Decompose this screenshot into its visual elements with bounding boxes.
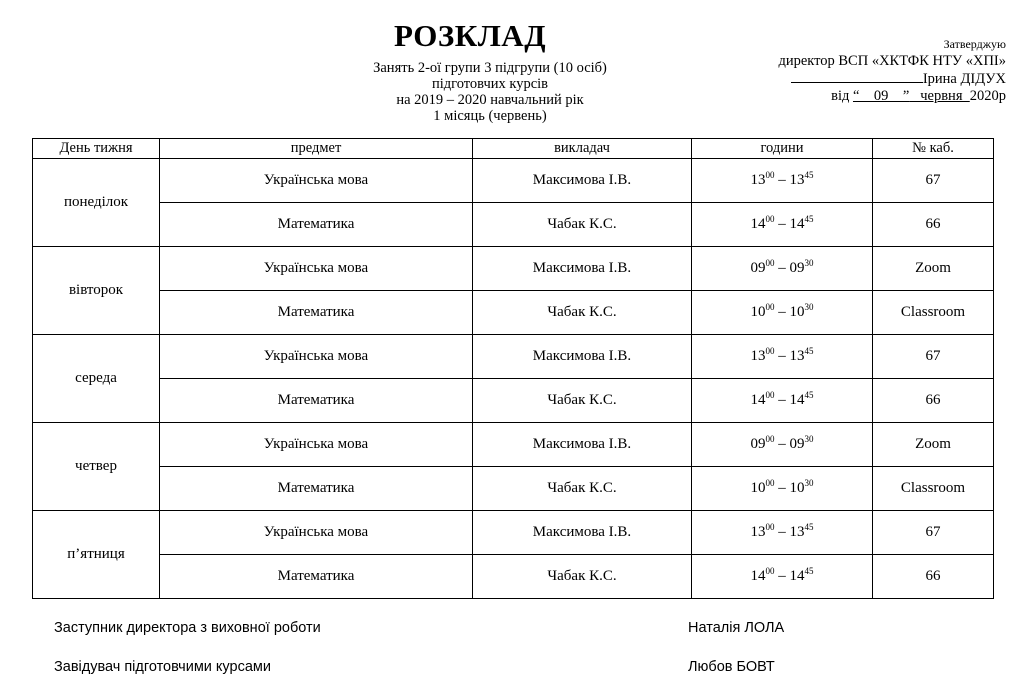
start-hour: 14 <box>750 568 766 584</box>
subtitle-month: 1 місяць (червень) <box>433 108 547 124</box>
header-room: № каб. <box>873 139 994 159</box>
subtitle-courses: підготовчих курсів <box>431 76 549 92</box>
approval-label: Затверджую <box>943 37 1006 51</box>
room-cell: 67 <box>873 335 994 379</box>
teacher-cell: Чабак К.С. <box>473 379 692 423</box>
hours-cell <box>692 335 873 379</box>
subject-cell: Математика <box>160 203 473 247</box>
start-hour: 14 <box>750 392 766 408</box>
subject-cell: Математика <box>160 555 473 599</box>
start-minutes: 00 <box>765 214 775 224</box>
page-title: РОЗКЛАД <box>394 18 547 53</box>
time-separator: – <box>774 392 790 408</box>
start-hour: 09 <box>750 260 766 276</box>
approval-signature-line <box>686 70 1006 88</box>
time-separator: – <box>774 260 790 276</box>
room-cell: Classroom <box>873 291 994 335</box>
time-separator: – <box>774 304 790 320</box>
start-minutes: 00 <box>765 566 775 576</box>
start-minutes: 00 <box>765 522 775 532</box>
time-separator: – <box>774 216 790 232</box>
end-minutes: 45 <box>804 346 814 356</box>
approval-day: “ 09 ” <box>852 88 910 104</box>
hours-cell <box>692 467 873 511</box>
table-row <box>33 247 994 291</box>
table-row <box>33 335 994 379</box>
end-minutes: 45 <box>804 522 814 532</box>
day-cell: понеділок <box>33 159 160 247</box>
header-day: День тижня <box>33 139 160 159</box>
day-cell: вівторок <box>33 247 160 335</box>
end-hour: 13 <box>789 172 805 188</box>
table-row <box>33 159 994 203</box>
table-row <box>33 379 994 423</box>
teacher-cell: Максимова І.В. <box>473 335 692 379</box>
start-hour: 14 <box>750 216 766 232</box>
header-subject: предмет <box>160 139 473 159</box>
start-minutes: 00 <box>765 302 775 312</box>
room-cell: Classroom <box>873 467 994 511</box>
approval-month: червня <box>909 88 970 104</box>
teacher-cell: Максимова І.В. <box>473 423 692 467</box>
hours-cell <box>692 159 873 203</box>
subject-cell: Українська мова <box>160 335 473 379</box>
table-row <box>33 555 994 599</box>
signature-blank <box>791 70 923 83</box>
hours-cell <box>692 423 873 467</box>
room-cell: Zoom <box>873 247 994 291</box>
hours-cell <box>692 247 873 291</box>
end-hour: 14 <box>789 568 805 584</box>
table-header-row <box>33 139 994 159</box>
room-cell: 67 <box>873 511 994 555</box>
time-separator: – <box>774 348 790 364</box>
room-cell: 67 <box>873 159 994 203</box>
room-cell: 66 <box>873 379 994 423</box>
subject-cell: Математика <box>160 291 473 335</box>
header-teacher: викладач <box>473 139 692 159</box>
end-minutes: 45 <box>804 170 814 180</box>
teacher-cell: Максимова І.В. <box>473 247 692 291</box>
start-hour: 13 <box>750 348 766 364</box>
teacher-cell: Максимова І.В. <box>473 511 692 555</box>
room-cell: 66 <box>873 203 994 247</box>
teacher-cell: Чабак К.С. <box>473 467 692 511</box>
start-minutes: 00 <box>765 346 775 356</box>
approval-position: директор ВСП «ХКТФК НТУ «ХПІ» <box>778 53 1006 69</box>
start-minutes: 00 <box>765 434 775 444</box>
start-hour: 10 <box>750 304 766 320</box>
end-hour: 09 <box>789 436 805 452</box>
end-minutes: 30 <box>804 258 814 268</box>
subject-cell: Українська мова <box>160 159 473 203</box>
day-cell: четвер <box>33 423 160 511</box>
approval-block <box>686 36 1006 105</box>
schedule-subtitle <box>300 60 680 124</box>
footer-position-deputy: Заступник директора з виховної роботи <box>54 620 321 636</box>
end-minutes: 30 <box>804 302 814 312</box>
time-separator: – <box>774 436 790 452</box>
end-minutes: 45 <box>804 214 814 224</box>
hours-cell <box>692 511 873 555</box>
day-cell: середа <box>33 335 160 423</box>
start-hour: 13 <box>750 524 766 540</box>
subject-cell: Українська мова <box>160 511 473 555</box>
start-minutes: 00 <box>765 478 775 488</box>
table-row <box>33 511 994 555</box>
end-hour: 13 <box>789 524 805 540</box>
footer-position-head: Завідувач підготовчими курсами <box>54 659 271 675</box>
subject-cell: Українська мова <box>160 247 473 291</box>
subtitle-group: Занять 2-ої групи 3 підгрупи (10 осіб) <box>373 60 607 76</box>
subject-cell: Математика <box>160 379 473 423</box>
hours-cell <box>692 379 873 423</box>
start-minutes: 00 <box>765 390 775 400</box>
table-row <box>33 203 994 247</box>
subject-cell: Українська мова <box>160 423 473 467</box>
end-hour: 09 <box>789 260 805 276</box>
teacher-cell: Чабак К.С. <box>473 203 692 247</box>
start-hour: 13 <box>750 172 766 188</box>
end-hour: 14 <box>789 216 805 232</box>
teacher-cell: Максимова І.В. <box>473 159 692 203</box>
subtitle-year: на 2019 – 2020 навчальний рік <box>396 92 584 108</box>
table-row <box>33 291 994 335</box>
end-hour: 14 <box>789 392 805 408</box>
subject-cell: Математика <box>160 467 473 511</box>
hours-cell <box>692 203 873 247</box>
start-hour: 09 <box>750 436 766 452</box>
end-hour: 13 <box>789 348 805 364</box>
time-separator: – <box>774 480 790 496</box>
approval-date <box>686 88 1006 105</box>
end-minutes: 45 <box>804 390 814 400</box>
end-minutes: 30 <box>804 434 814 444</box>
room-cell: 66 <box>873 555 994 599</box>
approval-name: Ірина ДІДУХ <box>922 71 1006 87</box>
footer-name-head: Любов БОВТ <box>688 659 775 675</box>
end-hour: 10 <box>789 480 805 496</box>
teacher-cell: Чабак К.С. <box>473 291 692 335</box>
end-hour: 10 <box>789 304 805 320</box>
room-cell: Zoom <box>873 423 994 467</box>
header-hours: години <box>692 139 873 159</box>
time-separator: – <box>774 172 790 188</box>
footer-name-deputy: Наталія ЛОЛА <box>688 620 785 636</box>
schedule-table <box>32 138 994 599</box>
table-row <box>33 423 994 467</box>
start-hour: 10 <box>750 480 766 496</box>
start-minutes: 00 <box>765 258 775 268</box>
table-row <box>33 467 994 511</box>
day-cell: п’ятниця <box>33 511 160 599</box>
hours-cell <box>692 291 873 335</box>
teacher-cell: Чабак К.С. <box>473 555 692 599</box>
end-minutes: 45 <box>804 566 814 576</box>
time-separator: – <box>774 524 790 540</box>
time-separator: – <box>774 568 790 584</box>
end-minutes: 30 <box>804 478 814 488</box>
start-minutes: 00 <box>765 170 775 180</box>
hours-cell <box>692 555 873 599</box>
approval-year: 2020р <box>969 88 1006 104</box>
schedule-body <box>33 159 994 599</box>
approval-date-prefix: від <box>831 88 850 104</box>
